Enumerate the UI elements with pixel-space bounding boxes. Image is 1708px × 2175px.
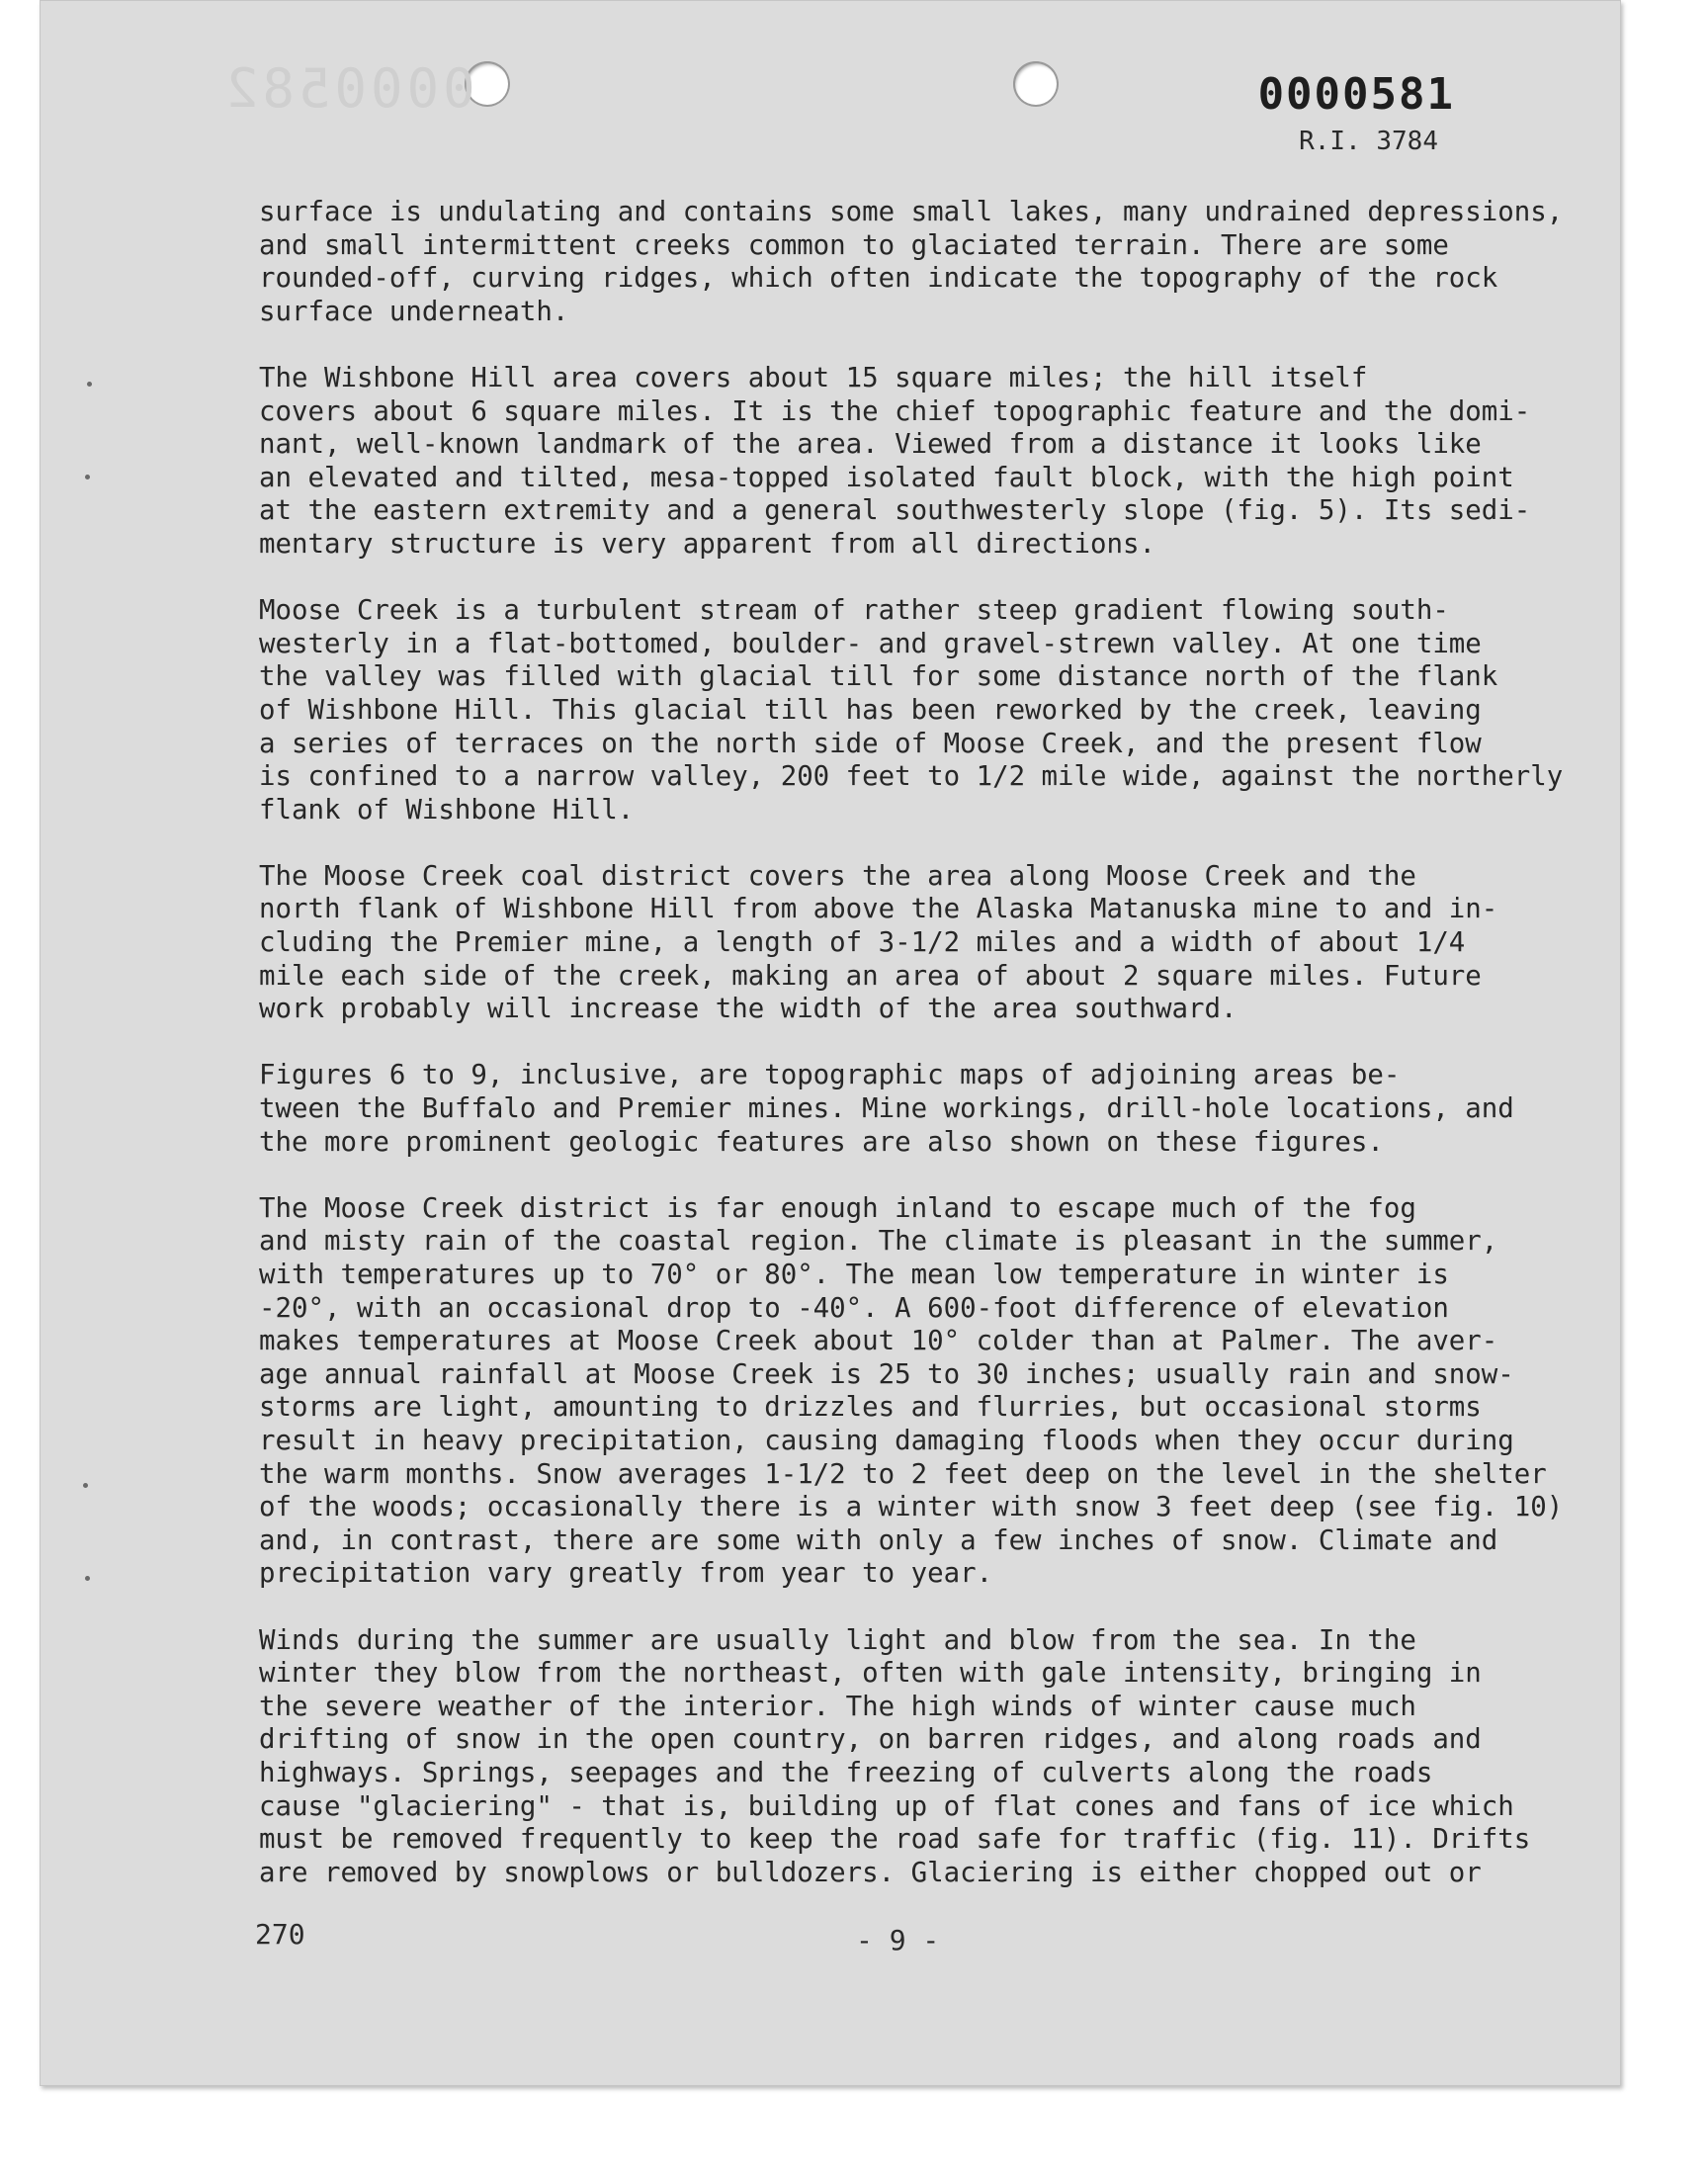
margin-mark bbox=[87, 382, 92, 387]
paragraph: Winds during the summer are usually light and blow from the sea. In the winter they blow from the northeast, often with gale intensity, bringing in the severe weather of the interior. The high winds of winter cause much drifting of snow in the open country, on barren ridges, and along roads and highways. Springs, seepages and the freezing of culverts along the roads cause "glaciering" - that is, building up of flat cones and fans of ice which must be removed frequently to keep the road safe for traffic (fig. 11). Drifts are removed by snowplows or bulldozers. Glaciering is either chopped out or bbox=[259, 1624, 1531, 1888]
body-text bbox=[259, 196, 1583, 1923]
footer-number: 270 bbox=[255, 1918, 305, 1951]
report-id: R.I. 3784 bbox=[1299, 127, 1438, 156]
paragraph: The Wishbone Hill area covers about 15 square miles; the hill itself covers about 6 square miles. It is the chief topographic feature and the domi- nant, well-known landmark of the area. Viewed from a distance it looks like an elevated and tilted, mesa-topped isolated fault block, with the high point at the eastern extremity and a general southwesterly slope (fig. 5). Its sedi- mentary structure is very apparent from all directions. bbox=[259, 362, 1531, 560]
paragraph: surface is undulating and contains some small lakes, many undrained depressions, and small intermittent creeks common to glaciated terrain. There are some rounded-off, curving ridges, which often indicate the topography of the rock surface underneath. bbox=[259, 197, 1564, 327]
bates-number: 0000581 bbox=[1257, 69, 1455, 120]
margin-mark bbox=[85, 1576, 90, 1581]
margin-mark bbox=[83, 1483, 88, 1488]
margin-mark bbox=[85, 475, 90, 479]
paragraph: Moose Creek is a turbulent stream of rather steep gradient flowing south- westerly in a flat-bottomed, boulder- and gravel-strewn valley. At one time the valley was filled with glacial till for some distance north of the flank of Wishbone Hill. This glacial till has been reworked by the creek, leaving a series of terraces on the north side of Moose Creek, and the present flow is confined to a narrow valley, 200 feet to 1/2 mile wide, against the northerly flank of Wishbone Hill. bbox=[259, 595, 1564, 826]
bleed-through-number: 0000582 bbox=[222, 57, 475, 120]
paragraph: Figures 6 to 9, inclusive, are topographic maps of adjoining areas be- tween the Buffalo and Premier mines. Mine workings, drill-hole locations, and the more prominent geologic features are also shown on these figures. bbox=[259, 1060, 1514, 1158]
paragraph: The Moose Creek district is far enough inland to escape much of the fog and misty rain of the coastal region. The climate is pleasant in the summer, with temperatures up to 70° or 80°. The mean low temperature in winter is -20°, with an occasional drop to -40°. A 600-foot difference of elevation makes temperatures at Moose Creek about 10° colder than at Palmer. The aver- age annual rainfall at Moose Creek is 25 to 30 inches; usually rain and snow- storms are light, amounting to drizzles and flurries, but occasional storms result in heavy precipitation, causing damaging floods when they occur during the warm months. Snow averages 1-1/2 to 2 feet deep on the level in the shelter of the woods; occasionally there is a winter with snow 3 feet deep (see fig. 10) and, in contrast, there are some with only a few inches of snow. Climate and precipitation vary greatly from year to year. bbox=[259, 1192, 1564, 1590]
document-page bbox=[40, 0, 1621, 2086]
paragraph: The Moose Creek coal district covers the area along Moose Creek and the north flank of Wishbone Hill from above the Alaska Matanuska mine to and in- cluding the Premier mine, a length of 3-1/2 miles and a width of about 1/4 mile each side of the creek, making an area of about 2 square miles. Future work probably will increase the width of the area southward. bbox=[259, 860, 1498, 1025]
punch-hole-right bbox=[1013, 61, 1059, 107]
page-number: - 9 - bbox=[856, 1924, 940, 1957]
